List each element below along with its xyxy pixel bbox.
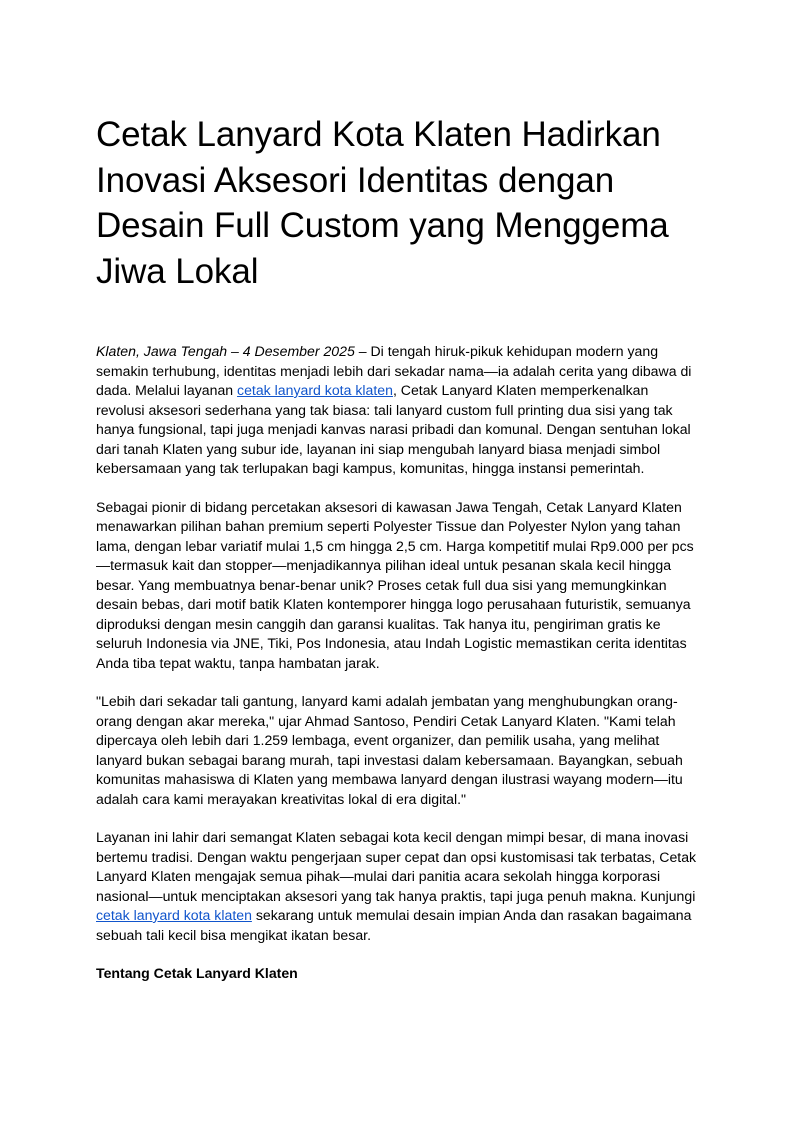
closing-link[interactable]: cetak lanyard kota klaten (96, 907, 252, 923)
quote-paragraph: "Lebih dari sekadar tali gantung, lanyard kami adalah jembatan yang menghubungkan orang-orang dengan akar mereka," ujar Ahmad Santoso, Pendiri Cetak Lanyard Klaten. "Kami telah dipercaya oleh lebih dari 1.259 lembaga, event organizer, dan pemilik usaha, yang melihat lanyard bukan sebagai barang murah, tapi investasi dalam kebersamaan. Bayangkan, sebuah komunitas mahasiswa di Klaten yang membawa lanyard dengan ilustrasi wayang modern—itu adalah cara kami merayakan kreativitas lokal di era digital." (96, 693, 683, 807)
intro-link[interactable]: cetak lanyard kota klaten (237, 382, 393, 398)
article-body (96, 342, 700, 984)
closing-rest-text: sekarang untuk memulai desain impian Anda dan rasakan bagaimana sebuah tali kecil bisa mengikat ikatan besar. (96, 907, 692, 943)
intro-rest-text: , Cetak Lanyard Klaten memperkenalkan revolusi aksesori sederhana yang tak biasa: tali lanyard custom full printing dua sisi yang tak hanya fungsional, tapi juga menjadi kanvas narasi pribadi dan komunal. Dengan sentuhan lokal dari tanah Klaten yang subur ide, layanan ini siap mengubah lanyard biasa menjadi simbol kebersamaan yang tak terlupakan bagi kampus, komunitas, hingga instansi pemerintah. (96, 382, 691, 476)
intro-paragraph (96, 342, 700, 479)
document-page (96, 112, 700, 1003)
closing-paragraph (96, 828, 700, 945)
intro-lead-text: – Di tengah hiruk-pikuk kehidupan modern yang semakin terhubung, identitas menjadi lebih dari sekadar nama—ia adalah cerita yang dibawa di dada. Melalui layanan (96, 343, 692, 398)
closing-lead-text: Layanan ini lahir dari semangat Klaten sebagai kota kecil dengan mimpi besar, di mana inovasi bertemu tradisi. Dengan waktu pengerjaan super cepat dan opsi kustomisasi tak terbatas, Cetak Lanyard Klaten mengajak semua pihak—mulai dari panitia acara sekolah hingga korporasi nasional—untuk menciptakan aksesori yang tak hanya praktis, tapi juga penuh makna. Kunjungi (96, 829, 697, 904)
dateline: Klaten, Jawa Tengah – 4 Desember 2025 (96, 343, 355, 359)
about-heading: Tentang Cetak Lanyard Klaten (96, 965, 298, 981)
article-title: Cetak Lanyard Kota Klaten Hadirkan Inovasi Aksesori Identitas dengan Desain Full Custom yang Menggema Jiwa Lokal (96, 115, 669, 291)
products-paragraph: Sebagai pionir di bidang percetakan aksesori di kawasan Jawa Tengah, Cetak Lanyard Klaten menawarkan pilihan bahan premium seperti Polyester Tissue dan Polyester Nylon yang tahan lama, dengan lebar variatif mulai 1,5 cm hingga 2,5 cm. Harga kompetitif mulai Rp9.000 per pcs—termasuk kait dan stopper—menjadikannya pilihan ideal untuk pesanan skala kecil hingga besar. Yang membuatnya benar-benar unik? Proses cetak full dua sisi yang memungkinkan desain bebas, dari motif batik Klaten kontemporer hingga logo perusahaan futuristik, semuanya diproduksi dengan mesin canggih dan garansi kualitas. Tak hanya itu, pengiriman gratis ke seluruh Indonesia via JNE, Tiki, Pos Indonesia, atau Indah Logistic memastikan cerita identitas Anda tiba tepat waktu, tanpa hambatan jarak. (96, 498, 694, 671)
